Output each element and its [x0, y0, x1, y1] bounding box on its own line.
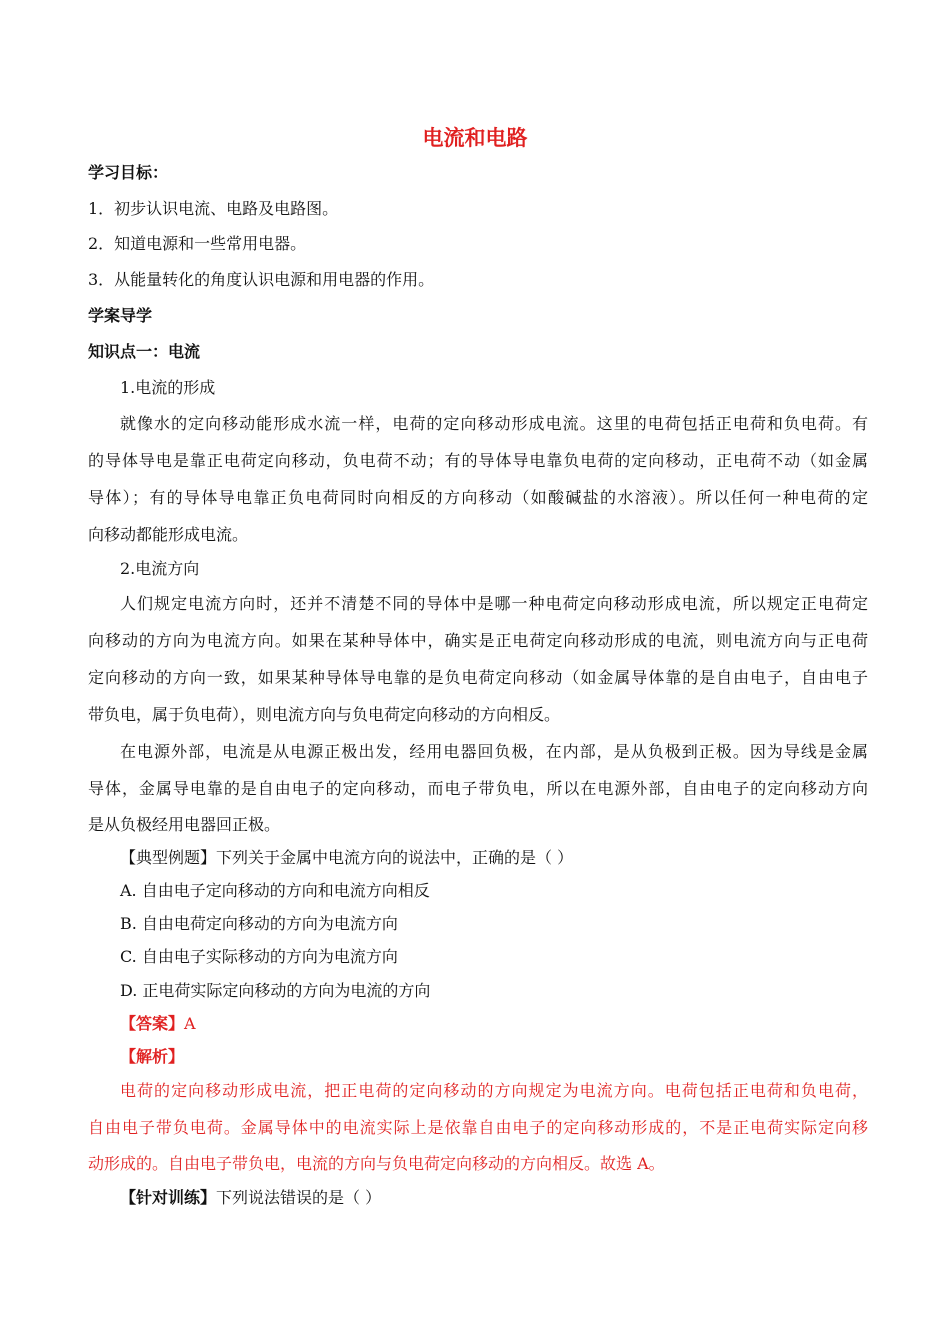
analysis-label: 【解析】 — [120, 1047, 185, 1066]
option-a: A. 自由电子定向移动的方向和电流方向相反 — [120, 881, 430, 900]
section-title: 1.电流的形成 — [120, 378, 216, 397]
paragraph-line: 带负电，属于负电荷），则电流方向与负电荷定向移动的方向相反。 — [88, 705, 561, 724]
section-title: 2.电流方向 — [120, 559, 200, 578]
paragraph-line: 是从负极经用电器回正极。 — [88, 815, 281, 834]
paragraph-line: 的导体导电是靠正电荷定向移动，负电荷不动；有的导体导电靠负电荷的定向移动，正电荷不动（如金属 — [88, 451, 868, 470]
paragraph-line: 定向移动的方向一致，如果某种导体导电靠的是负电荷定向移动（如金属导体靠的是自由电子，自由电子 — [88, 668, 868, 687]
paragraph-line: 就像水的定向移动能形成水流一样，电荷的定向移动形成电流。这里的电荷包括正电荷和负电荷。有 — [120, 414, 868, 433]
paragraph-line: 在电源外部，电流是从电源正极出发，经用电器回负极，在内部，是从负极到正极。因为导线是金属 — [120, 742, 868, 761]
answer-value: A — [184, 1014, 196, 1033]
option-c: C. 自由电子实际移动的方向为电流方向 — [120, 947, 398, 966]
paragraph-line: 导体）；有的导体导电靠正负电荷同时向相反的方向移动（如酸碱盐的水溶液）。所以任何一种电荷的定 — [88, 488, 868, 507]
practice-label: 【针对训练】 — [120, 1188, 217, 1207]
paragraph-line: 人们规定电流方向时，还并不清楚不同的导体中是哪一种电荷定向移动形成电流，所以规定正电荷定 — [120, 594, 868, 613]
analysis-line: 动形成的。自由电子带负电，电流的方向与负电荷定向移动的方向相反。故选 A。 — [88, 1154, 665, 1173]
paragraph-line: 导体，金属导电靠的是自由电子的定向移动，而电子带负电，所以在电源外部，自由电子的定向移动方向 — [88, 779, 868, 798]
page-title: 电流和电路 — [422, 126, 528, 150]
goal-item: 2．知道电源和一些常用电器。 — [88, 234, 307, 253]
paragraph-line: 向移动的方向为电流方向。如果在某种导体中，确实是正电荷定向移动形成的电流，则电流方向与正电荷 — [88, 631, 868, 650]
analysis-line: 自由电子带负电荷。金属导体中的电流实际上是依靠自由电子的定向移动形成的，不是正电荷实际定向移 — [88, 1118, 868, 1137]
guide-heading: 学案导学 — [88, 306, 153, 325]
analysis-line: 电荷的定向移动形成电流，把正电荷的定向移动的方向规定为电流方向。电荷包括正电荷和负电荷， — [120, 1081, 868, 1100]
option-b: B. 自由电荷定向移动的方向为电流方向 — [120, 914, 398, 933]
goal-item: 3．从能量转化的角度认识电源和用电器的作用。 — [88, 270, 435, 289]
knowledge-point-heading: 知识点一：电流 — [88, 342, 201, 361]
goals-heading: 学习目标： — [88, 163, 169, 182]
option-d: D. 正电荷实际定向移动的方向为电流的方向 — [120, 981, 431, 1000]
practice-question: 下列说法错误的是（ ） — [216, 1188, 382, 1207]
practice-line — [120, 1187, 900, 1209]
paragraph-line: 向移动都能形成电流。 — [88, 525, 249, 544]
example-question: 【典型例题】下列关于金属中电流方向的说法中，正确的是（ ） — [120, 848, 574, 867]
goal-item: 1．初步认识电流、电路及电路图。 — [88, 199, 339, 218]
answer-label: 【答案】 — [120, 1014, 185, 1033]
answer-line — [120, 1013, 900, 1035]
